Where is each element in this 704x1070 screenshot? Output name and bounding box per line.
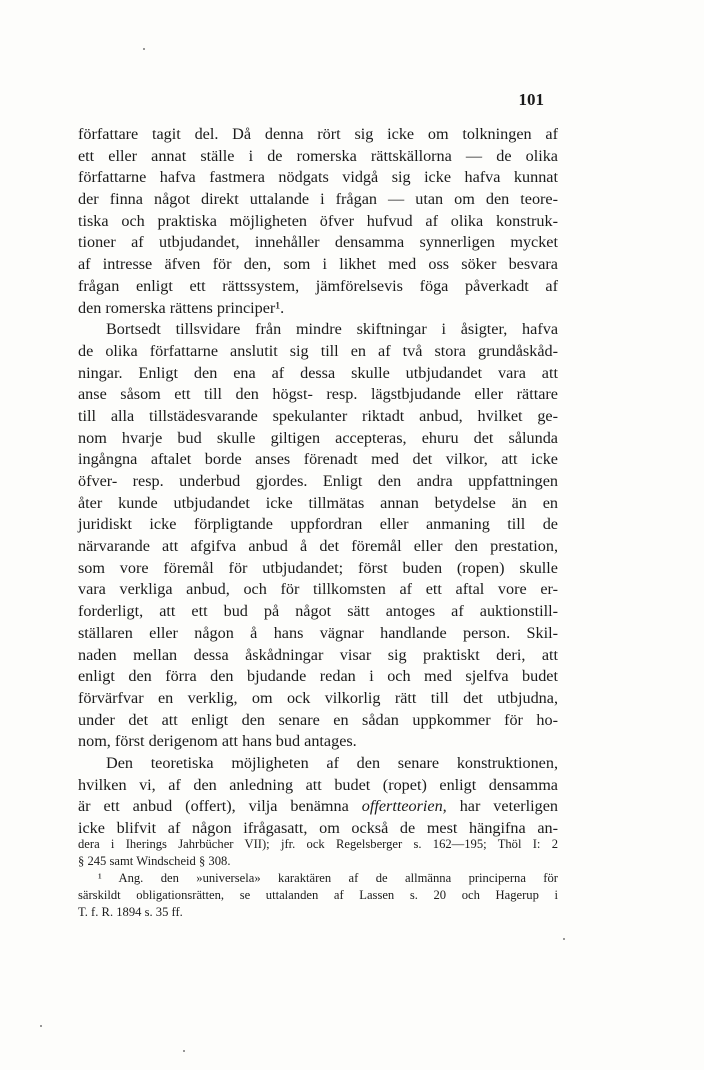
text-line: nom hvarje bud skulle giltigen accepteras, ehuru det sålunda — [78, 428, 558, 447]
footnote-line: särskildt obligationsrätten, se uttalanden af Lassen s. 20 och Hagerup i — [78, 888, 558, 902]
text-line: författarne hafva fastmera nödgats vidgå sig icke hafva kunnat — [78, 168, 558, 187]
text-line: nom, först derigenom att hans bud antages. — [78, 732, 357, 751]
text-line: ett eller annat ställe i de romerska rättskällorna — de olika — [78, 146, 558, 165]
text-line: Bortsedt tillsvidare från mindre skiftningar i åsigter, hafva — [106, 320, 558, 339]
footnote-line: T. f. R. 1894 s. 35 ff. — [78, 905, 183, 919]
text-line: enligt den förra den bjudande redan i och med sjelfva budet — [78, 667, 558, 686]
text-line: den romerska rättens principer¹. — [78, 298, 285, 317]
text-line: anse såsom ett till den högst- resp. lägstbjudande eller rättare — [78, 385, 558, 404]
text-line: vara verkliga anbud, och för tillkomsten af ett aftal vore er- — [78, 580, 558, 599]
text-fragment: är ett anbud (offert), vilja benämna — [78, 797, 349, 816]
text-line: frågan enligt ett rättssystem, jämförelsevis föga påverkadt af — [78, 276, 558, 295]
paper-speck — [183, 1050, 185, 1052]
text-line: som vore föremål för utbjudandet; först buden (ropen) skulle — [78, 558, 558, 577]
text-line: tioner af utbjudandet, innehåller densamma synnerligen mycket — [78, 233, 558, 252]
text-line: tiska och praktiska möjligheten öfver hufvud af olika konstruk- — [78, 211, 558, 230]
text-line: till alla tillstädesvarande spekulanter riktadt anbud, hvilket ge- — [78, 406, 558, 425]
text-line: Den teoretiska möjligheten af den senare konstruktionen, — [106, 753, 558, 772]
emphasized-term: offertteorien, — [361, 797, 447, 816]
paper-speck — [563, 938, 565, 940]
text-line: ställaren eller någon å hans vägnar handlande person. Skil- — [78, 623, 558, 642]
text-line: juridiskt icke förpligtande uppfordran eller anmaning till de — [78, 515, 558, 534]
text-fragment: har veterligen — [459, 797, 559, 816]
text-line: ingångna aftalet borde anses förenadt med det vilkor, att icke — [78, 450, 558, 469]
text-line: naden mellan dessa åskådningar visar sig praktiskt deri, att — [78, 645, 558, 664]
text-line: författare tagit del. Då denna rört sig icke om tolkningen af — [78, 125, 558, 143]
page-number: 101 — [518, 90, 544, 109]
text-line: forderligt, att ett bud på något sätt antoges af auktionstill- — [78, 602, 558, 621]
text-line: de olika författarne anslutit sig till en af två stora grundåskåd- — [78, 341, 558, 360]
text-line: hvilken vi, af den anledning att budet (ropet) enligt densamma — [78, 775, 558, 794]
footnote-line: § 245 samt Windscheid § 308. — [78, 854, 231, 868]
body-text — [78, 124, 558, 840]
text-line: ningar. Enligt den ena af dessa skulle utbjudandet vara att — [78, 363, 558, 382]
footnotes — [78, 836, 558, 921]
paper-speck — [143, 48, 145, 50]
text-line: närvarande att afgifva anbud å det föremål eller den prestation, — [78, 537, 558, 556]
text-line: åter kunde utbjudandet icke tillmätas annan betydelse än en — [78, 493, 558, 512]
text-line: af intresse äfven för den, som i likhet med oss söker besvara — [78, 255, 558, 274]
text-line-with-emphasis — [78, 796, 558, 818]
footnote-line: ¹ Ang. den »universela» karaktären af de allmänna principerna för — [98, 871, 558, 885]
text-line: icke blifvit af någon ifrågasatt, om också de mest hängifna an- — [78, 819, 558, 837]
text-line: der finna något direkt uttalande i frågan — utan om den teore- — [78, 190, 558, 209]
text-line: öfver- resp. underbud gjordes. Enligt den andra uppfattningen — [78, 472, 558, 490]
text-line: under det att enligt den senare en sådan uppkommer för ho- — [78, 710, 558, 729]
text-line: förvärfvar en verklig, om ock vilkorlig rätt till det utbjudna, — [78, 688, 558, 707]
footnote-line: dera i Iherings Jahrbücher VII); jfr. ock Regelsberger s. 162—195; Thöl I: 2 — [78, 837, 558, 851]
paper-speck — [40, 1025, 42, 1027]
